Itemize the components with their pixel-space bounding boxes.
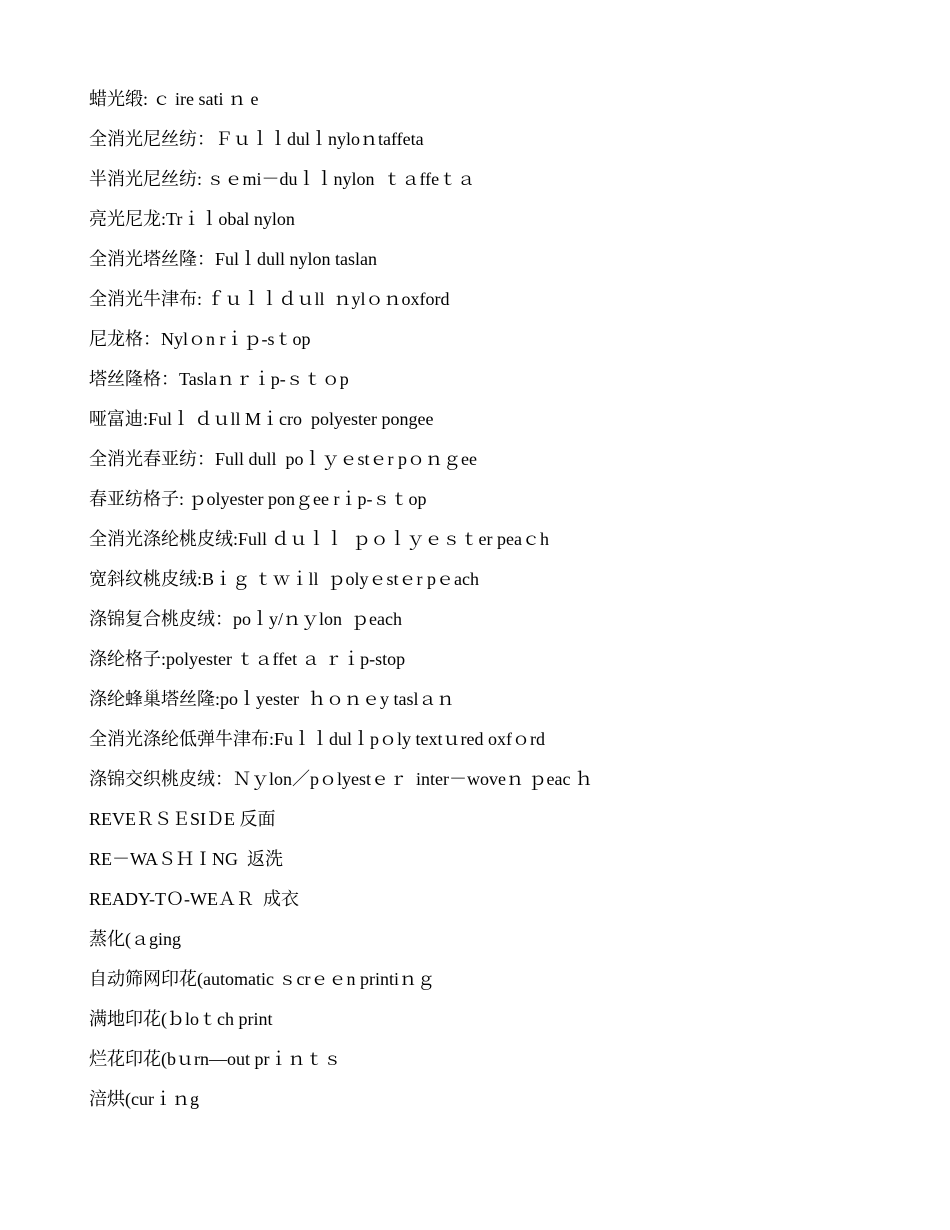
glossary-line: 全消光春亚纺：Full dull poｌｙｅstｅr pｏｎｇee — [89, 449, 477, 469]
glossary-line: 涤纶蜂巢塔丝隆:poｌyester ｈｏｎｅy taslａｎ — [89, 689, 455, 709]
glossary-line: 全消光牛津布: ｆｕｌｌｄｕll ｎylｏｎoxford — [89, 289, 450, 309]
glossary-line: 烂花印花(bｕrn—out prｉｎｔｓ — [89, 1049, 342, 1069]
glossary-line: 涤纶格子:polyester ｔａffet ａ ｒｉp-stop — [89, 649, 406, 669]
glossary-line: READY-TＯ-WEＡＲ 成衣 — [89, 889, 299, 909]
glossary-line: 哑富迪:Fulｌ ｄｕll Mｉcro polyester pongee — [89, 409, 434, 429]
glossary-line: 自动筛网印花(automatic ｓcrｅｅn printiｎｇ — [89, 969, 435, 989]
glossary-line: 春亚纺格子: ｐolyester ponｇee rｉp-ｓｔop — [89, 489, 427, 509]
glossary-line: 亮光尼龙:Trｉｌobal nylon — [89, 209, 295, 229]
glossary-line: 全消光塔丝隆：Fulｌdull nylon taslan — [89, 249, 377, 269]
glossary-line: 全消光尼丝纺：Ｆｕｌｌdulｌnyloｎtaffeta — [89, 129, 424, 149]
glossary-line: 尼龙格：Nylｏn rｉｐ-sｔop — [89, 329, 311, 349]
glossary-line: 涤锦复合桃皮绒：poｌy/ｎｙlon ｐeach — [89, 609, 402, 629]
glossary-line: 蜡光缎: ｃ ire sati ｎ e — [89, 89, 259, 109]
glossary-line: 涤锦交织桃皮绒：Ｎｙlon／pｏlyestｅｒ inter－woveｎ ｐeac ｈ — [89, 769, 593, 789]
glossary-line: REVEＲＳＥSIＤE 反面 — [89, 809, 276, 829]
glossary-line: 半消光尼丝纺: ｓｅmi－duｌｌnylon ｔａffeｔａ — [89, 169, 476, 189]
glossary-line: 全消光涤纶桃皮绒:Full ｄｕｌｌ ｐｏｌｙｅｓｔer peaｃh — [89, 529, 549, 549]
glossary-line: 宽斜纹桃皮绒:Bｉｇ ｔｗｉll ｐolyｅstｅr pｅach — [89, 569, 479, 589]
glossary-line: 满地印花(ｂloｔch print — [89, 1009, 273, 1029]
glossary-line: 塔丝隆格：Taslaｎｒｉp-ｓｔｏp — [89, 369, 349, 389]
glossary-line: 全消光涤纶低弹牛津布:Fuｌｌdulｌpｏly textｕred oxfｏrd — [89, 729, 545, 749]
glossary-list — [89, 86, 909, 1126]
glossary-line: 涪烘(curｉｎg — [89, 1089, 199, 1109]
glossary-line: RE－WAＳＨＩNG 返洗 — [89, 849, 283, 869]
glossary-line: 蒸化(ａging — [89, 929, 181, 949]
